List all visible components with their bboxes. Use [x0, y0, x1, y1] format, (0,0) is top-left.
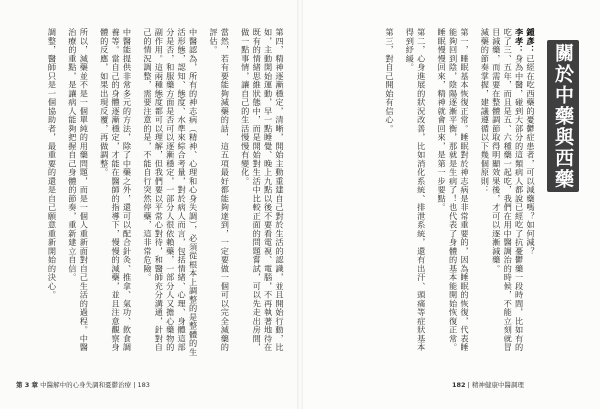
paragraph: 第三，對自己開始有信心。 [384, 28, 395, 133]
paragraph: 減藥的節奏掌握，建議遵循以下幾個原則： [480, 28, 491, 195]
section-title: 關於中藥與西藥 [552, 42, 574, 190]
paragraph: 第四，精神逐漸穩定，清晰，開始主動重建自己對於生活的認識，並且開始行動，比如，主動開始運動，早一點睡覺、晚上九點以後不要看電視、電腦，不再執著地待在既有的情緒思維狀態中，而是開始對生活中比較正面的問題嘗試，可以先走出房間，做一點事情，讓自己的生活慢慢有變化。 [240, 28, 285, 352]
paragraph: 當然，若有要能夠減藥的話，這五項最好都能夠達到，一定要做一個可以完全減藥的評估。 [208, 28, 231, 352]
speaker-label: 李孝： [514, 28, 525, 55]
left-page-body [20, 28, 285, 358]
paragraph: 第二，心身進展的狀況改善，比如消化系統、排泄系統，還有出汗、頭痛等症狀基本得到紓緩。 [405, 28, 427, 352]
paragraph: 中醫認為，所有的神志病（精神、心理和心身失調），必須從根本上調整的是整體的生活形態，認知、態度、水準來綜合考量，對於病人而言，包括情緒、心理、身體這部分是否，和服藥方面是否可以逐漸穩定，一部分人很依賴藥，一部分人又擔心藥物的副作用。這兩種態度都可以理解，但我們要以平常心對待，和醫師充分溝通，針對自己的情況調整，需要注意的是，不能自行突然停藥，這非常危險。 [142, 28, 199, 357]
paragraph: 所以，減藥並不是一個單純的用藥問題，而是一個人重新面對自己生活的過程。中醫治療的重點，是讓病人能夠把握自己身體的節奏，重新建立自信。 [67, 28, 90, 352]
paragraph: 中醫能提供非常多元的方法，除了中藥之外，還可以配合針灸、推拿、氣功、飲食調養等。當自己的身體逐漸穩定，才能在醫師的指導下，慢慢的減藥，並且注意觀察身體的反應，如果出現反覆，再做調整。 [99, 28, 133, 352]
section-title-box [547, 40, 579, 192]
right-page-body [316, 28, 536, 358]
book-gutter [297, 0, 303, 409]
paragraph: 第一，睡眠基本恢復正常。睡眠對於神志病是非常重要的，因為睡眠的恢復，代表睡能夠回到陰，陰陽逐漸平衡，那就是生病了！也代表了身體的基本能開始恢復正常。睡眠慢慢回來，精神就會回來，是第一步要點。 [437, 28, 470, 352]
left-page-footer [16, 380, 150, 389]
dialogue-a: 李孝：身為中醫，碰到大部分的這類病人都說已經吃了抗憂鬱藥一段時間，比如有的吃了三、五年，而且是五、六種藥一起吃，我們在用中醫調治的時候，不能立刻就冒目減藥，而需要在整體調節取得明顯效果後，才可以逐漸減藥。 [491, 28, 525, 352]
running-title: | 精神健康中醫調理 [467, 381, 524, 389]
dialogue-q: 鍾彥：已經在吃西藥的憂鬱症患者，可以減藥嗎？如何減？ [526, 28, 536, 256]
running-title: 中醫解中的心身失調和憂鬱治療 | 183 [40, 381, 150, 389]
paragraph: 調整，醫師只是一個協助者，最重要的還是自己願意重新開始的決心。 [47, 28, 58, 300]
right-page-footer [452, 380, 524, 389]
chapter-number: 第 3 章 [16, 381, 39, 389]
page-number: 182 [452, 381, 466, 389]
speaker-label: 鍾彥： [526, 28, 536, 55]
